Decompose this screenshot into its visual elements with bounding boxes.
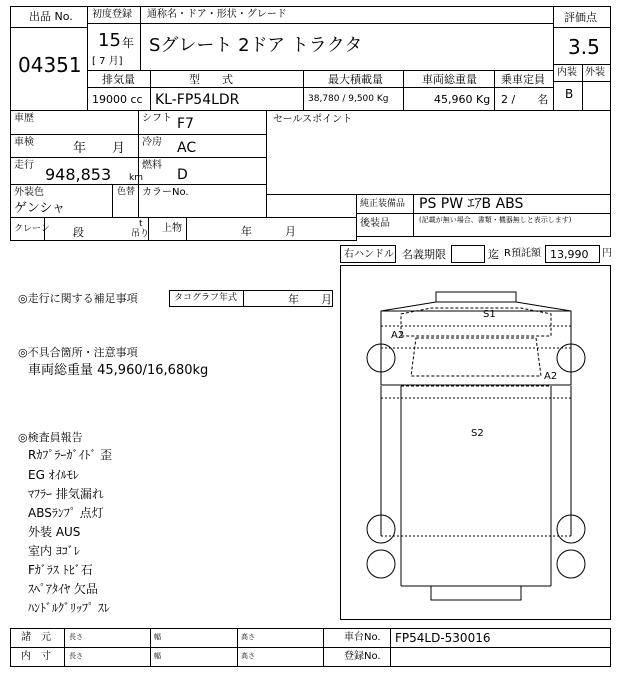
shaken-label: 車検 [14, 137, 34, 148]
capacity-label-cell [494, 70, 554, 88]
max-load-cell [303, 87, 404, 111]
inspector-item: ﾊﾝﾄﾞﾙｸﾞﾘｯﾌﾟ ｽﾚ [28, 601, 110, 615]
max-load-value: 38,780 / 9,500 Kg [308, 94, 389, 104]
gross-weight-label: 車両総重量 [422, 73, 477, 86]
displacement-label-cell [87, 70, 151, 88]
capacity-label: 乗車定員 [501, 73, 545, 86]
aftermarket-divider [413, 213, 414, 237]
interior-length-label: 長さ [69, 652, 83, 660]
grade-value: 3.5 [568, 35, 600, 59]
inspector-header: ◎検査員報告 [18, 431, 83, 444]
crane-stage-label: 段 [73, 226, 84, 239]
vehicle-name: Sグレート 2ドア トラクタ [149, 35, 363, 56]
name-label: 通称名・ドア・形状・グレード [147, 9, 287, 20]
color-change-cell [112, 184, 139, 218]
sales-point-cell [266, 110, 611, 195]
aircon-label: 冷房 [142, 137, 162, 148]
inspector-item: ABSﾗﾝﾌﾟ 点灯 [28, 506, 104, 520]
model-label-cell [150, 70, 304, 88]
mileage-value: 948,853 [45, 165, 112, 184]
damage-mark: A2 [544, 371, 558, 382]
footer-divider-2 [150, 628, 151, 667]
reg-label: 登録No. [344, 651, 381, 662]
fuel-value: D [177, 167, 188, 183]
aircon-cell [138, 134, 267, 158]
footer-spec-row [10, 628, 611, 648]
color-code-cell [138, 184, 267, 218]
name-label-cell [140, 6, 554, 24]
inspector-item: 室内 ﾖｺﾞﾚ [28, 544, 80, 558]
crane-year-month: 年 月 [241, 225, 296, 238]
interior-width-label: 幅 [154, 652, 161, 660]
color-code-label: カラーNo. [142, 187, 189, 198]
exterior-color-label: 外装色 [14, 187, 44, 198]
damage-mark: S2 [471, 428, 484, 439]
fuel-cell [138, 157, 267, 185]
crane-row [10, 217, 357, 241]
recycle-label: R預託額 [504, 248, 541, 259]
first-reg-month: [ 7 月] [92, 56, 123, 67]
recycle-unit: 円 [602, 248, 612, 259]
truck-outline [341, 266, 612, 621]
exterior-label-cell [582, 64, 611, 82]
shift-label: シフト [142, 113, 172, 124]
defect-line: 車両総重量 45,960/16,680kg [28, 363, 209, 378]
shift-value: F7 [177, 116, 194, 132]
gross-weight-cell [403, 87, 495, 111]
model-value: KL-FP54LDR [155, 92, 240, 108]
interior-size-label: 内 寸 [21, 651, 51, 662]
year-unit: 年 [122, 36, 135, 50]
gross-weight-value: 45,960 Kg [434, 93, 491, 106]
first-reg-label-cell [87, 6, 141, 24]
interior-height-label: 高さ [241, 652, 255, 660]
inspector-item: Fｶﾞﾗｽ ﾄﾋﾞ石 [28, 563, 93, 577]
tachograph-value: 年 月 [288, 293, 332, 306]
max-load-label: 最大積載量 [328, 73, 383, 86]
inspector-item: ｽﾍﾟｱﾀｲﾔ 欠品 [28, 582, 98, 596]
crane-ton-label: t [139, 219, 143, 229]
truck-diagram [340, 265, 611, 620]
spec-width-label: 幅 [154, 633, 161, 641]
footer-divider-3 [237, 628, 238, 667]
interior-grade-cell [553, 81, 583, 111]
mileage-unit: km [129, 173, 143, 183]
grade-cell [553, 27, 611, 65]
model-cell [150, 87, 304, 111]
aircon-value: AC [177, 140, 197, 156]
deck-label: 上物 [162, 223, 182, 234]
options-value: PS PW ｴｱB ABS [419, 196, 524, 212]
spec-label: 諸 元 [21, 632, 51, 643]
tax-label: 迄 [488, 248, 499, 261]
max-load-label-cell [303, 70, 404, 88]
inspector-item: 外装 AUS [28, 525, 81, 539]
crane-label: クレーン [14, 224, 50, 234]
aftermarket-cell [356, 213, 611, 237]
exterior-label: 外装 [585, 67, 605, 78]
recycle-box [545, 245, 600, 263]
capacity-value: 2 / 名 [501, 93, 549, 106]
tachograph-label: タコグラフ年式 [174, 293, 238, 303]
fuel-label: 燃料 [142, 160, 162, 171]
footer-divider-4 [323, 628, 324, 667]
spec-length-label: 長さ [69, 633, 83, 641]
footer-divider-5 [390, 628, 391, 667]
displacement-value: 19000 cc [92, 93, 143, 106]
history-cell [10, 110, 139, 135]
first-reg-cell [87, 23, 141, 71]
recycle-amount: 13,990 [550, 248, 589, 261]
interior-label: 内装 [557, 67, 577, 78]
lot-number: 04351 [18, 53, 82, 77]
aftermarket-label: 後装品 [360, 218, 390, 229]
inspector-item: ﾏﾌﾗｰ 排気漏れ [28, 487, 104, 501]
lot-label: 出品 No. [29, 10, 73, 23]
tachograph-divider [243, 290, 244, 307]
grade-label-cell [553, 6, 611, 28]
mileage-label: 走行 [14, 160, 34, 171]
model-label: 型 式 [189, 73, 233, 86]
first-reg-label: 初度登録 [92, 9, 132, 20]
damage-mark: A2 [391, 330, 405, 341]
crane-lift-label: 吊り [131, 229, 150, 239]
shaken-cell [10, 134, 139, 158]
grade-label: 評価点 [564, 11, 597, 24]
displacement-label: 排気量 [102, 73, 135, 86]
gross-weight-label-cell [403, 70, 495, 88]
crane-divider-1 [44, 217, 45, 241]
name-change-box [451, 245, 485, 263]
history-label: 車歴 [14, 113, 34, 124]
shaken-value: 年 月 [73, 141, 126, 156]
mileage-cell [10, 157, 143, 185]
interior-grade: B [565, 87, 574, 101]
options-cell [356, 194, 611, 214]
steering-cell [340, 245, 396, 263]
displacement-cell [87, 87, 151, 111]
chassis-value: FP54LD-530016 [395, 631, 491, 645]
damage-mark: S1 [483, 309, 496, 320]
capacity-cell [494, 87, 554, 111]
options-label: 純正装備品 [360, 199, 406, 209]
lot-number-cell [10, 27, 88, 111]
inspector-item: Rｶﾌﾟﾗｰｶﾞｲﾄﾞ 歪 [28, 448, 113, 462]
footer-divider-1 [64, 628, 65, 667]
inspector-item: EG ｵｲﾙﾓﾚ [28, 468, 79, 482]
crane-divider-2 [148, 217, 149, 241]
tachograph-cell [169, 290, 333, 307]
spec-height-label: 高さ [241, 633, 255, 641]
first-reg-year: 15 [98, 30, 121, 51]
vehicle-name-cell [140, 23, 554, 71]
footer-interior-row [10, 647, 611, 667]
exterior-color-value: ゲンシャ [14, 201, 66, 216]
aftermarket-note: (記載が無い場合、書類・機器無しと表示します) [419, 216, 572, 224]
chassis-label: 車台No. [344, 632, 381, 643]
interior-label-cell [553, 64, 583, 82]
driving-header: ◎走行に関する補足事項 [18, 292, 138, 305]
options-divider [413, 194, 414, 214]
defect-header: ◎不具合箇所・注意事項 [18, 346, 138, 359]
shift-cell [138, 110, 267, 135]
sales-point-label: セールスポイント [273, 114, 353, 125]
exterior-color-cell [10, 184, 113, 218]
crane-divider-3 [186, 217, 187, 241]
steering-value: 右ハンドル [344, 249, 394, 260]
lot-label-cell [10, 6, 88, 28]
name-change-label: 名義期限 [402, 248, 446, 261]
color-change-label: 色替 [117, 187, 136, 197]
exterior-grade-cell [582, 81, 611, 111]
